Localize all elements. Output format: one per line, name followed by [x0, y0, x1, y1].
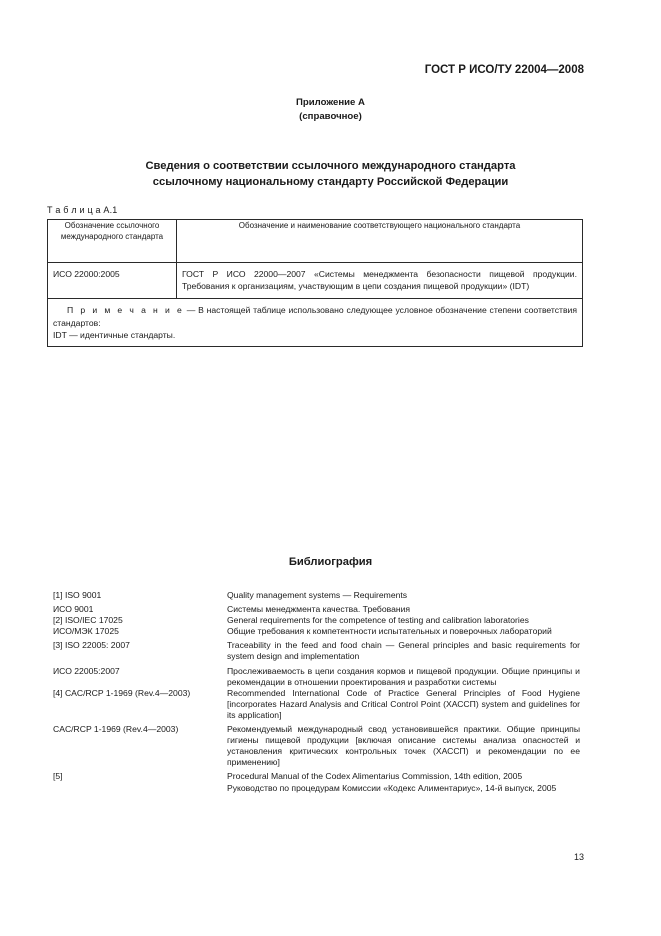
list-item — [53, 604, 580, 615]
bibliography-title: Библиография — [288, 556, 373, 568]
bib-label: CAC/RCP 1-1969 (Rev.4—2003) — [53, 724, 179, 735]
bib-text: Общие требования к компетентности испытательных и поверочных лаборатoрий — [227, 626, 552, 637]
list-item — [53, 626, 580, 637]
bib-text: Recommended International Code of Practice General Principles of Food Hygiene [incorporates Hazard Analysis and Critical Control Point (ХАССП) system and guidelines for its application] — [227, 687, 580, 720]
list-item — [53, 783, 580, 794]
list-item — [53, 688, 580, 721]
bib-label: ИСО 22005:2007 — [53, 665, 120, 676]
bib-label: [3] ISO 22005: 2007 — [53, 640, 130, 651]
bib-text: Руководство по процедурам Комиссии «Кодекс Алиментариус», 14-й выпуск, 2005 — [227, 782, 557, 793]
document-header-code: ГОСТ Р ИСО/ТУ 22004—2008 — [424, 64, 584, 76]
bib-text: General requirements for the competence of testing and calibration laboratories — [227, 615, 529, 626]
bib-label: [4] CAC/RCP 1-1969 (Rev.4—2003) — [53, 687, 191, 698]
table-note-label: П р и м е ч а н и е — [67, 305, 184, 316]
bib-label: [2] ISO/IEC 17025 — [53, 615, 123, 626]
bib-label: [1] ISO 9001 — [53, 590, 102, 600]
table-note — [48, 299, 583, 347]
bibliography-list — [53, 590, 580, 794]
list-item — [53, 771, 580, 782]
bib-label: ИСО 9001 — [53, 604, 94, 615]
bib-text: Системы менеджмента качества. Требования — [227, 604, 411, 615]
list-item — [53, 590, 580, 601]
table-label: Т а б л и ц а А.1 — [47, 205, 118, 215]
page-number: 13 — [573, 852, 584, 862]
table-note-row — [48, 299, 583, 347]
appendix-heading — [0, 96, 661, 123]
list-item — [53, 640, 580, 662]
table-note-text — [53, 304, 577, 328]
section-title-line-2: ссылочному национальному стандарту Российской Федерации — [152, 175, 509, 188]
list-item — [53, 666, 580, 688]
bib-label: ИСО/МЭК 17025 — [53, 626, 119, 637]
bib-text: Procedural Manual of the Codex Alimentarius Commission, 14th edition, 2005 — [227, 771, 523, 782]
bib-text: Traceability in the feed and food chain — General principles and basic requirements for system design and implementation — [227, 640, 580, 662]
bib-text: Прослеживаемость в цепи создания кормов и пищевой продукции. Общие принципы и рекомендации в отношении проектирования и разработки системы — [227, 665, 580, 687]
table-header-national: Обозначение и наименование соответствующего национального стандарта — [177, 220, 583, 263]
table-header-row — [48, 220, 583, 263]
appendix-title: Приложение А — [296, 97, 365, 108]
correspondence-table — [47, 219, 583, 347]
table-cell-national: ГОСТ Р ИСО 22000—2007 «Системы менеджмента безопасности пищевой продукции. Требования к организациям, участвующим в цепи создания пищевой продукции» (IDT) — [177, 263, 583, 299]
table-cell-intl: ИСО 22000:2005 — [48, 263, 177, 299]
bib-label — [53, 783, 227, 794]
table-note-body: — В настоящей таблице использовано следующее условное обозначение степени соответствия стандартов: — [53, 305, 577, 328]
appendix-subtitle: (справочное) — [299, 110, 362, 122]
table-row — [48, 263, 583, 299]
section-title-line-1: Сведения о соответствии ссылочного международного стандарта — [145, 160, 516, 172]
bib-label: [5] — [53, 771, 63, 782]
section-title — [0, 159, 661, 190]
list-item — [53, 724, 580, 768]
list-item — [53, 615, 580, 626]
table-note-idt: IDT — идентичные стандарты. — [53, 329, 176, 340]
bib-text: Рекомендуемый международный свод установившейся практики. Общие принципы гигиены пищевой продукции [включая описание системы анализа опасностей и установления критических контрольных точек (ХАССП) и рекомендации по ее применению] — [227, 724, 580, 768]
bib-text: Quality management systems — Requirements — [227, 590, 408, 600]
table-header-intl: Обозначение ссылочного международного стандарта — [48, 220, 177, 263]
